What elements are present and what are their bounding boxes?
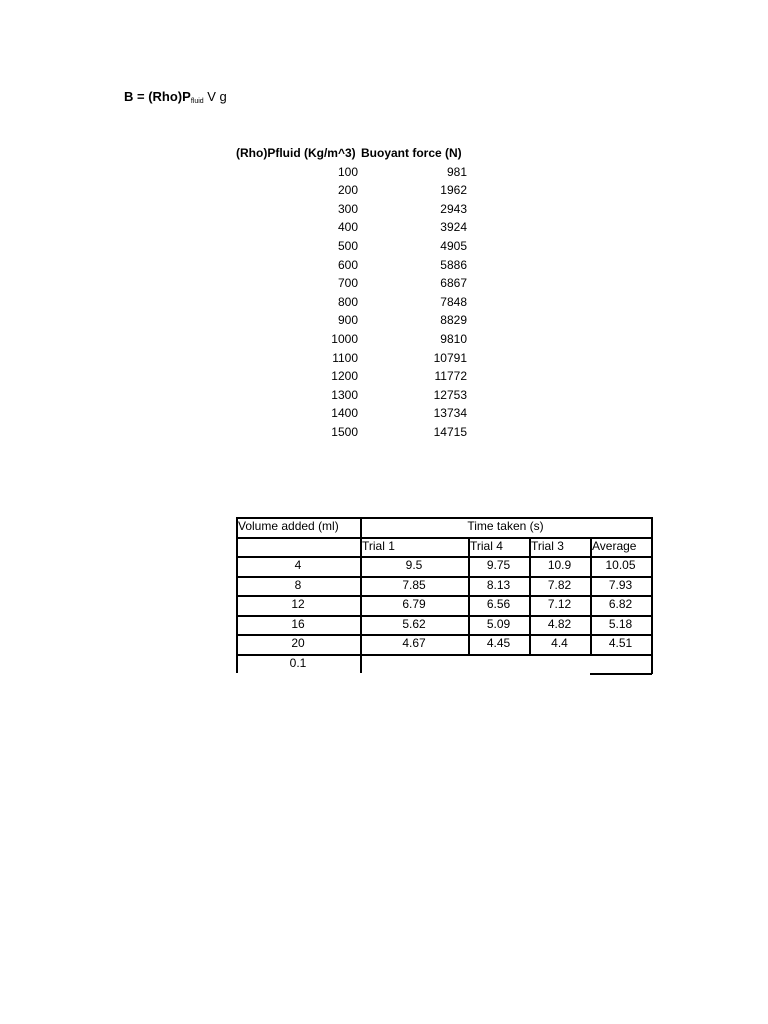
time-value: 6.56 [486, 597, 511, 611]
buoyant-force-value: 3924 [440, 220, 467, 235]
time-value: 4.45 [486, 636, 511, 650]
time-value: 4.67 [402, 636, 426, 650]
time-value: 5.18 [608, 616, 633, 631]
volume-value: 4 [294, 558, 302, 572]
time-value: 7.85 [402, 577, 426, 592]
density-value: 1300 [331, 387, 358, 402]
table-grid-line [236, 556, 651, 558]
volume-value: 8 [294, 577, 302, 592]
time-value: 7.12 [547, 597, 572, 611]
density-value: 100 [337, 164, 358, 179]
buoyant-force-value: 1962 [440, 183, 467, 198]
buoyant-force-value: 8829 [440, 313, 467, 328]
buoyant-force-value: 5886 [440, 257, 467, 272]
table-grid-line [236, 634, 651, 636]
volume-header: Volume added (ml) [238, 519, 339, 533]
volume-value: 0.1 [289, 655, 307, 670]
density-value: 300 [337, 201, 358, 216]
time-value: 6.79 [402, 597, 426, 611]
buoyant-force-value: 9810 [440, 331, 467, 346]
density-value: 800 [337, 294, 358, 309]
time-value: 4.51 [608, 636, 633, 650]
buoyant-force-value: 981 [446, 164, 467, 179]
density-value: 200 [337, 183, 358, 198]
time-value: 4.4 [551, 636, 568, 650]
trial-subheader: Trial 1 [362, 538, 395, 553]
buoyant-force-value: 14715 [433, 424, 467, 439]
density-value: 900 [337, 313, 358, 328]
time-value: 10.05 [605, 558, 636, 572]
formula-subscript: fluid [190, 98, 204, 105]
density-value: 1000 [331, 331, 358, 346]
time-value: 9.75 [486, 558, 511, 572]
density-value: 1500 [331, 424, 358, 439]
density-value: 1100 [332, 350, 358, 365]
buoyant-force-value: 2943 [440, 201, 467, 216]
buoyant-force-value: 7848 [440, 294, 467, 309]
formula-main: B = (Rho)P [124, 89, 191, 104]
time-table [236, 517, 651, 676]
table-grid-line [590, 673, 652, 675]
buoyant-force-value: 4905 [440, 238, 467, 253]
time-value: 10.9 [547, 558, 572, 572]
density-value: 1200 [331, 369, 358, 384]
table-grid-line [236, 576, 651, 578]
volume-value: 16 [291, 616, 305, 631]
density-value: 700 [337, 276, 358, 291]
density-header: (Rho)Pfluid (Kg/m^3) [236, 146, 356, 160]
table-grid-line [360, 517, 362, 673]
buoyant-force-value: 12753 [433, 387, 467, 402]
table-grid-line [236, 654, 651, 656]
time-value: 8.13 [486, 577, 511, 592]
table-grid-line [236, 517, 238, 673]
table-grid-line [590, 537, 592, 654]
time-value: 5.62 [402, 616, 426, 631]
buoyant-force-header: Buoyant force (N) [361, 146, 462, 160]
trial-subheader: Trial 3 [531, 538, 564, 553]
buoyancy-formula [124, 89, 227, 110]
density-value: 400 [337, 220, 358, 235]
table-grid-line [236, 517, 651, 519]
buoyant-force-value: 6867 [440, 276, 467, 291]
buoyant-force-value: 11772 [434, 369, 467, 384]
density-value: 600 [337, 257, 358, 272]
formula-rest: V g [203, 89, 227, 104]
time-value: 7.82 [547, 577, 572, 592]
time-value: 9.5 [405, 558, 423, 572]
table-grid-line [236, 537, 651, 539]
density-value: 1400 [331, 406, 358, 421]
table-grid-line [468, 537, 470, 654]
buoyant-force-value: 10791 [433, 350, 467, 365]
table-grid-line [236, 595, 651, 597]
volume-value: 12 [291, 597, 305, 611]
volume-value: 20 [291, 636, 305, 650]
time-value: 4.82 [547, 616, 572, 631]
time-value: 6.82 [608, 597, 633, 611]
time-value: 5.09 [486, 616, 511, 631]
table-grid-line [236, 615, 651, 617]
trial-subheader: Trial 4 [470, 538, 503, 553]
density-value: 500 [337, 238, 358, 253]
time-value: 7.93 [608, 577, 633, 592]
time-taken-header: Time taken (s) [467, 519, 544, 533]
table-grid-line [651, 517, 653, 674]
trial-subheader: Average [592, 538, 637, 553]
table-grid-line [529, 537, 531, 654]
buoyant-force-value: 13734 [433, 406, 467, 421]
